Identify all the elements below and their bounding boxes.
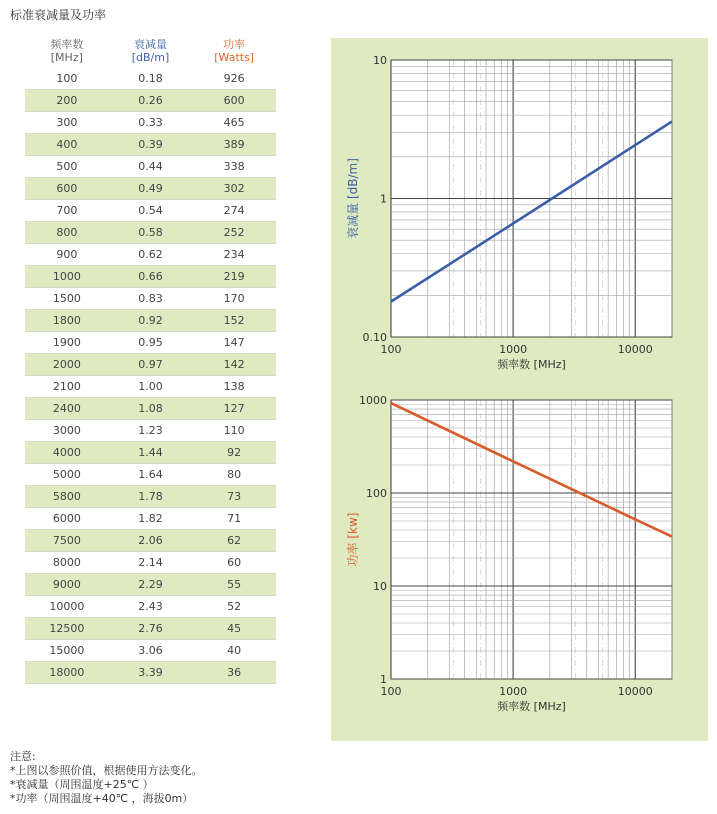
power-cell: 170 (223, 292, 245, 305)
table-row (25, 442, 276, 464)
freq-cell: 5800 (52, 490, 81, 503)
note-line: *上图以参照价值，根据使用方法变化。 (10, 764, 203, 777)
table-row (25, 222, 276, 244)
y-tick-label: 100 (366, 487, 387, 500)
freq-cell: 9000 (52, 578, 81, 591)
freq-cell: 100 (56, 72, 78, 85)
freq-cell: 2000 (52, 358, 81, 371)
table-row (25, 112, 276, 134)
x-tick-label: 10000 (617, 343, 653, 356)
note-line: *功率（周围温度+40℃ ，海拔0m） (10, 792, 194, 805)
y-axis-label: 衰减量 [dB/m] (346, 158, 360, 239)
power-cell: 152 (223, 314, 245, 327)
header-attenuation: 衰减量 [dB/m] (131, 38, 170, 64)
freq-cell: 500 (56, 160, 78, 173)
header-power: 功率 [Watts] (214, 38, 255, 64)
attenuation-cell: 0.66 (138, 270, 163, 283)
power-cell: 147 (223, 336, 245, 349)
power-cell: 110 (223, 424, 245, 437)
attenuation-cell: 1.64 (138, 468, 163, 481)
x-tick-label: 100 (380, 343, 402, 356)
note-line: *衰减量（周围温度+25℃ ） (10, 778, 154, 791)
table-row (25, 596, 276, 618)
y-tick-label: 10 (373, 580, 387, 593)
table-row (25, 574, 276, 596)
power-cell: 600 (223, 94, 245, 107)
freq-cell: 15000 (49, 644, 85, 657)
table-row (25, 200, 276, 222)
attenuation-cell: 0.49 (138, 182, 163, 195)
table-row (25, 464, 276, 486)
attenuation-cell: 0.54 (138, 204, 163, 217)
power-cell: 389 (223, 138, 245, 151)
attenuation-cell: 2.43 (138, 600, 163, 613)
power-cell: 40 (227, 644, 242, 657)
power-cell: 45 (227, 622, 242, 635)
freq-cell: 5000 (52, 468, 81, 481)
x-tick-label: 100 (380, 685, 402, 698)
table-row (25, 398, 276, 420)
y-tick-label: 0.10 (362, 331, 387, 344)
freq-cell: 1900 (52, 336, 81, 349)
freq-cell: 3000 (52, 424, 81, 437)
power-cell: 219 (223, 270, 245, 283)
freq-cell: 300 (56, 116, 78, 129)
attenuation-cell: 2.29 (138, 578, 163, 591)
freq-cell: 2100 (52, 380, 81, 393)
power-cell: 36 (227, 666, 242, 679)
table-row (25, 90, 276, 112)
attenuation-cell: 1.00 (138, 380, 163, 393)
table-row (25, 244, 276, 266)
table-row (25, 68, 276, 90)
freq-cell: 700 (56, 204, 78, 217)
table-body (25, 68, 276, 684)
attenuation-cell: 0.62 (138, 248, 163, 261)
notes-header: 注意: (10, 750, 36, 763)
freq-cell: 200 (56, 94, 78, 107)
freq-cell: 6000 (52, 512, 81, 525)
table-row (25, 354, 276, 376)
notes (10, 750, 203, 806)
power-cell: 71 (227, 512, 242, 525)
power-cell: 138 (223, 380, 245, 393)
freq-cell: 900 (56, 248, 78, 261)
freq-cell: 7500 (52, 534, 81, 547)
freq-cell: 1500 (52, 292, 81, 305)
power-cell: 60 (227, 556, 242, 569)
freq-cell: 800 (56, 226, 78, 239)
table-row (25, 332, 276, 354)
attenuation-cell: 0.44 (138, 160, 163, 173)
x-axis-label: 频率数 [MHz] (497, 700, 566, 713)
power-cell: 92 (227, 446, 242, 459)
table-row (25, 640, 276, 662)
power-cell: 274 (223, 204, 245, 217)
table-row (25, 486, 276, 508)
attenuation-cell: 1.23 (138, 424, 163, 437)
attenuation-cell: 1.44 (138, 446, 163, 459)
freq-cell: 2400 (52, 402, 81, 415)
table-row (25, 134, 276, 156)
attenuation-cell: 3.06 (138, 644, 163, 657)
x-tick-label: 10000 (617, 685, 653, 698)
power-cell: 80 (227, 468, 242, 481)
freq-cell: 4000 (52, 446, 81, 459)
attenuation-chart (331, 38, 708, 383)
power-cell: 73 (227, 490, 242, 503)
freq-cell: 1800 (52, 314, 81, 327)
attenuation-cell: 1.08 (138, 402, 163, 415)
power-cell: 926 (223, 72, 245, 85)
page-title: 标准衰减量及功率 (10, 8, 107, 22)
table-row (25, 376, 276, 398)
attenuation-cell: 0.95 (138, 336, 163, 349)
attenuation-cell: 0.83 (138, 292, 163, 305)
y-axis-label: 功率 [kw] (346, 512, 360, 567)
power-cell: 465 (223, 116, 245, 129)
table-row (25, 662, 276, 684)
power-cell: 142 (223, 358, 245, 371)
freq-cell: 8000 (52, 556, 81, 569)
table-row (25, 310, 276, 332)
power-cell: 62 (227, 534, 242, 547)
y-tick-label: 1 (380, 192, 387, 206)
table-row (25, 530, 276, 552)
table-row (25, 508, 276, 530)
attenuation-cell: 0.58 (138, 226, 163, 239)
attenuation-cell: 2.14 (138, 556, 163, 569)
power-cell: 55 (227, 578, 242, 591)
table-header (25, 38, 276, 68)
table-row (25, 420, 276, 442)
y-tick-label: 1 (380, 673, 387, 686)
power-cell: 252 (223, 226, 245, 239)
x-tick-label: 1000 (499, 343, 528, 356)
power-cell: 338 (223, 160, 245, 173)
attenuation-cell: 0.18 (138, 72, 163, 85)
freq-cell: 10000 (49, 600, 85, 613)
y-tick-label: 10 (373, 54, 387, 67)
attenuation-cell: 0.97 (138, 358, 163, 371)
freq-cell: 600 (56, 182, 78, 195)
y-tick-label: 1000 (359, 394, 387, 407)
attenuation-cell: 1.82 (138, 512, 163, 525)
header-frequency: 频率数 [MHz] (50, 38, 84, 64)
table-row (25, 178, 276, 200)
freq-cell: 18000 (49, 666, 85, 679)
attenuation-cell: 0.39 (138, 138, 163, 151)
power-chart (331, 388, 708, 738)
freq-cell: 400 (56, 138, 78, 151)
attenuation-cell: 0.92 (138, 314, 163, 327)
power-cell: 52 (227, 600, 242, 613)
attenuation-cell: 2.06 (138, 534, 163, 547)
attenuation-cell: 0.33 (138, 116, 163, 129)
table-row (25, 156, 276, 178)
table-row (25, 552, 276, 574)
attenuation-cell: 1.78 (138, 490, 163, 503)
table-row (25, 618, 276, 640)
x-axis-label: 频率数 [MHz] (497, 358, 566, 371)
table-row (25, 288, 276, 310)
attenuation-cell: 2.76 (138, 622, 163, 635)
freq-cell: 1000 (52, 270, 81, 283)
power-cell: 234 (223, 248, 245, 261)
x-tick-label: 1000 (499, 685, 528, 698)
table-row (25, 266, 276, 288)
attenuation-cell: 0.26 (138, 94, 163, 107)
freq-cell: 12500 (49, 622, 85, 635)
power-cell: 302 (223, 182, 245, 195)
power-cell: 127 (223, 402, 245, 415)
attenuation-cell: 3.39 (138, 666, 163, 679)
data-table (25, 38, 276, 684)
